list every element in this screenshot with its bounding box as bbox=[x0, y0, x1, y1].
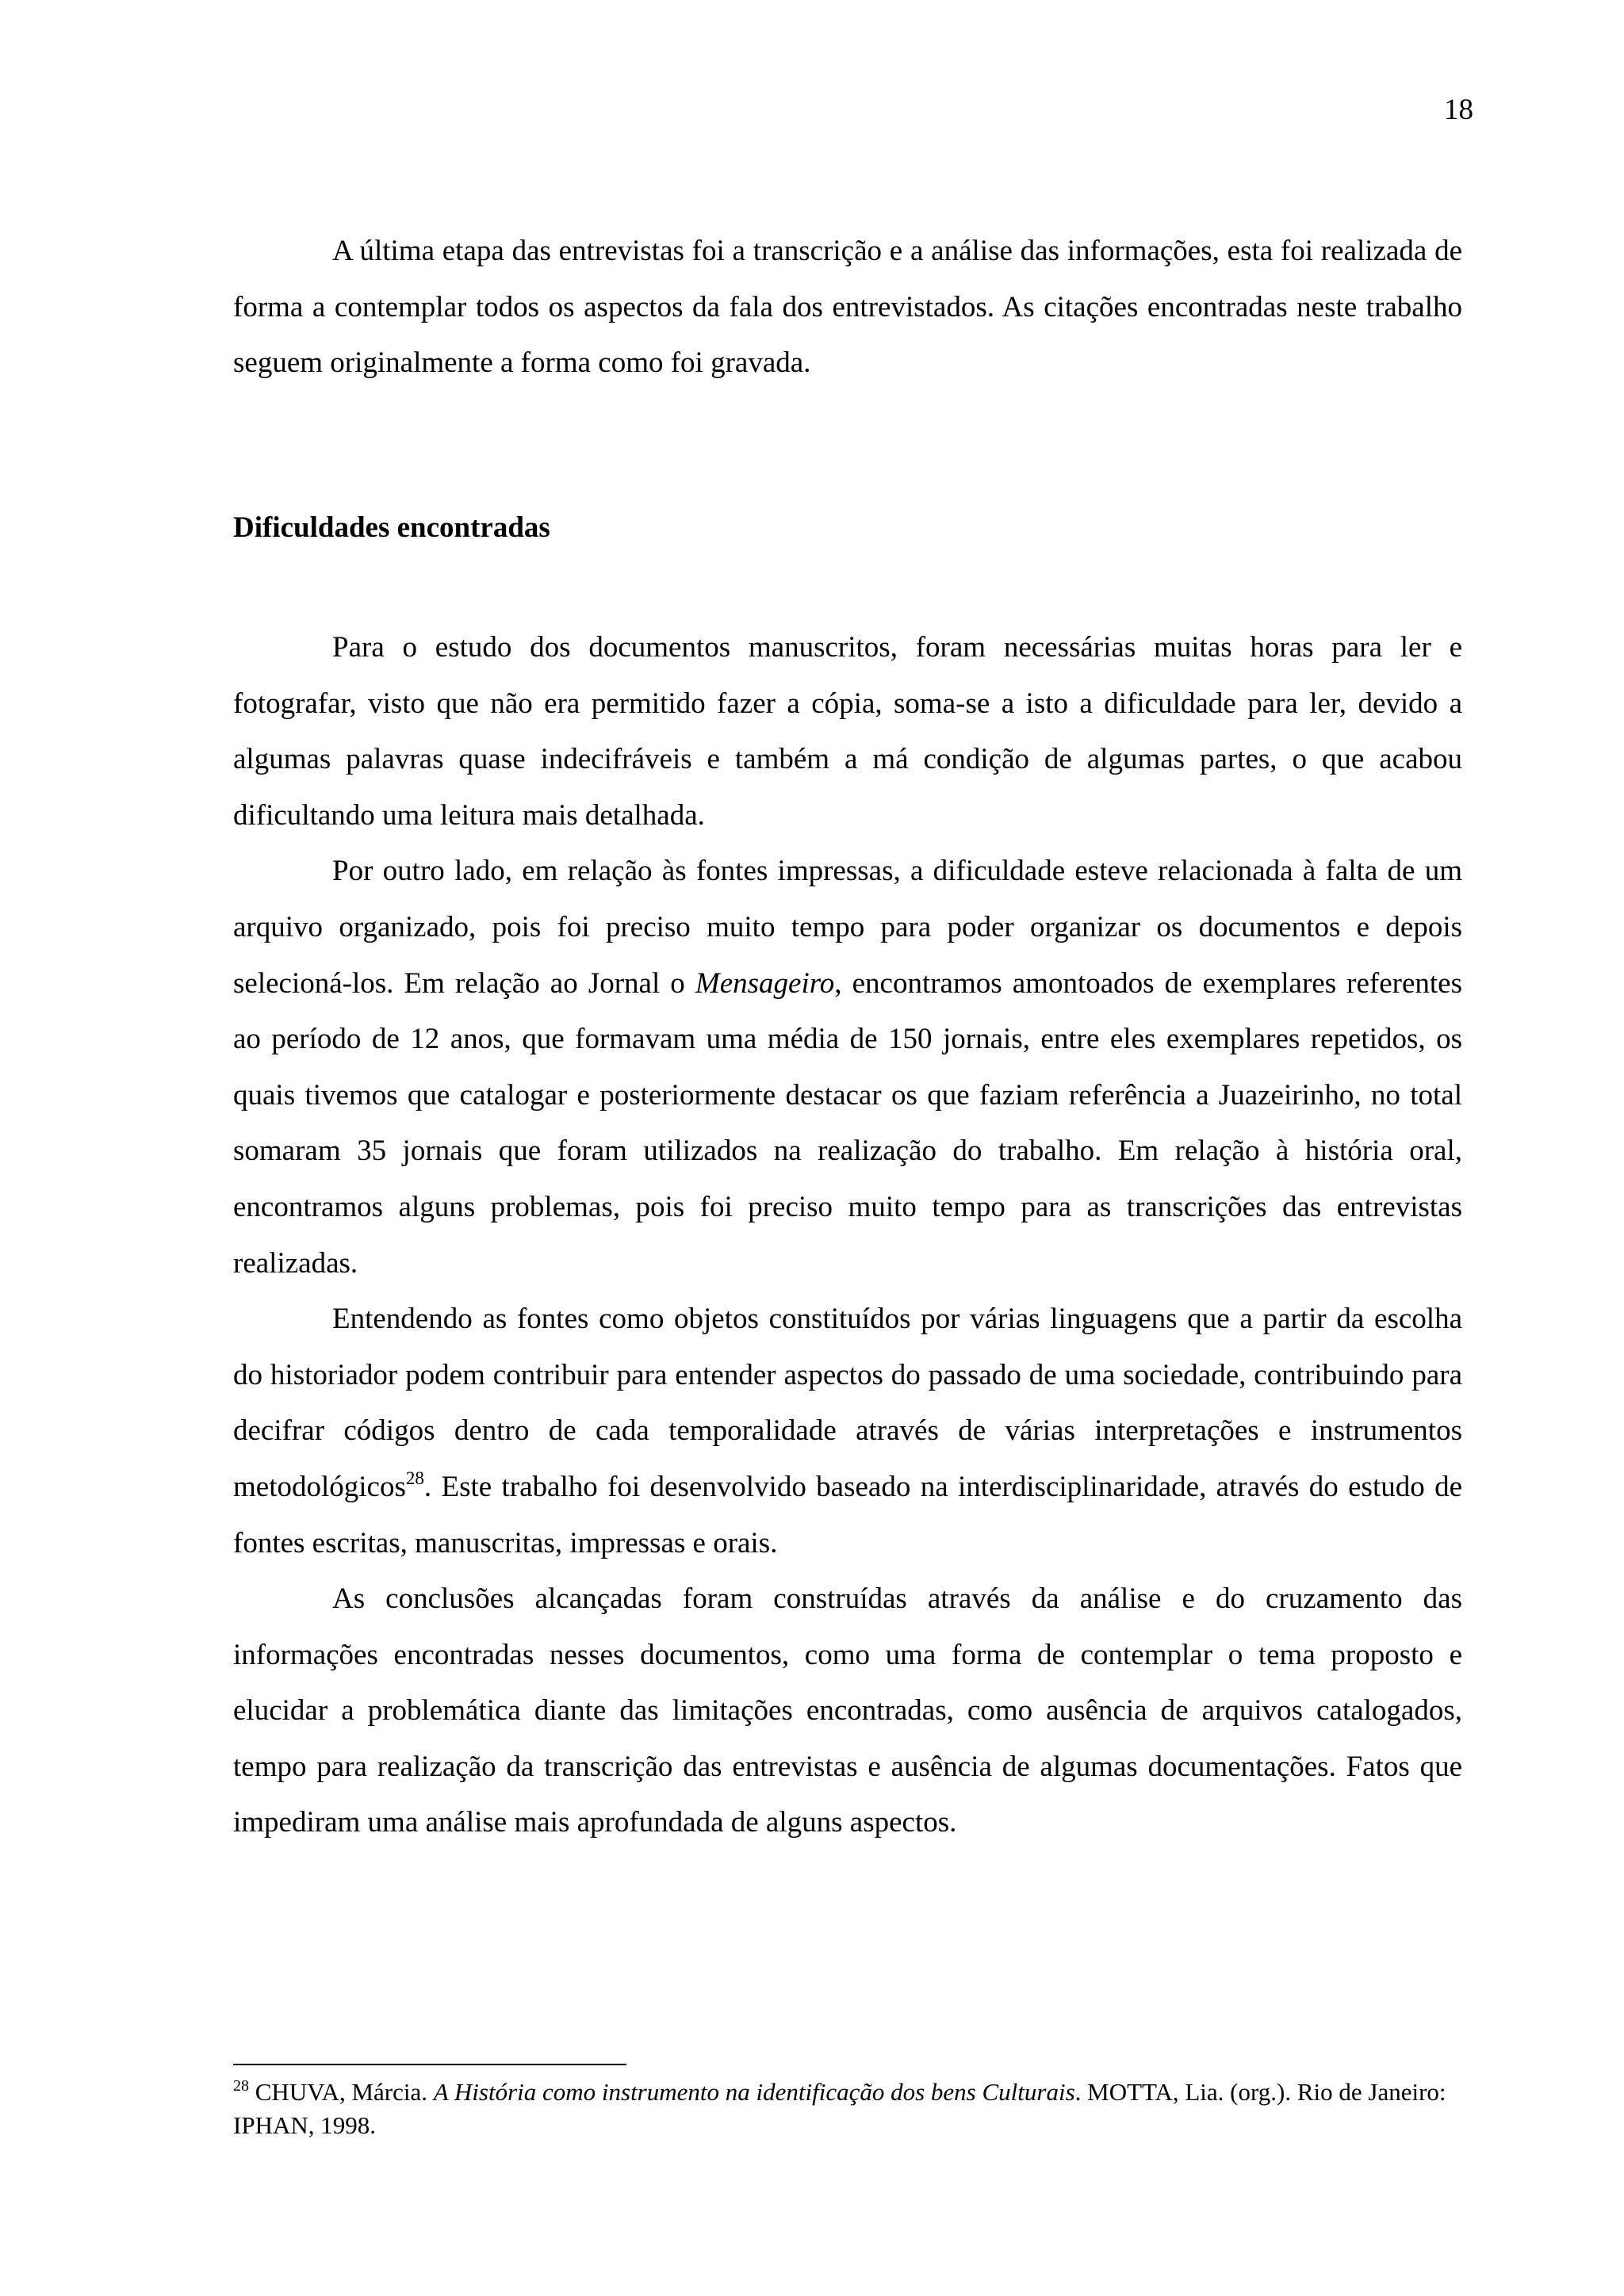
paragraph-manuscripts: Para o estudo dos documentos manuscritos, foram necessárias muitas horas para ler e fotografar, visto que não era permitido fazer a cópia, soma-se a isto a dificuldade para ler, devido a algumas palavras quase indecifráveis e também a má condição de algumas partes, o que acabou dificultando uma leitura mais detalhada. bbox=[233, 631, 1462, 832]
footnote-publication: . MOTTA, Lia. (org.). Rio de Janeiro: IPHAN, 1998. bbox=[233, 2078, 1446, 2139]
body-text-difficulties bbox=[233, 620, 1462, 1851]
paragraph-printed-sources-start: Por outro lado, em relação às fontes impressas, a dificuldade esteve relacionada à falta de um arquivo organizado, pois foi preciso muito tempo para poder organizar os documentos e depois selecioná-los. Em relação ao Jornal o bbox=[233, 855, 1462, 1000]
paragraph-sources-end: . Este trabalho foi desenvolvido baseado na interdisciplinaridade, através do estudo de fontes escritas, manuscritas, impressas e orais. bbox=[233, 1470, 1462, 1559]
section-heading: Dificuldades encontradas bbox=[233, 511, 550, 544]
paragraph-sources-as-objects bbox=[233, 1292, 1462, 1571]
footnote-author: CHUVA, Márcia. bbox=[249, 2078, 434, 2106]
footnote-reference[interactable]: 28 bbox=[405, 1468, 424, 1488]
paragraph-printed-sources-end: , encontramos amontoados de exemplares referentes ao período de 12 anos, que formavam uma média de 150 jornais, entre eles exemplares repetidos, os quais tivemos que catalogar e posteriormente destacar os que faziam referência a Juazeirinho, no total somaram 35 jornais que foram utilizados na realização do trabalho. Em relação à história oral, encontramos alguns problemas, pois foi preciso muito tempo para as transcrições das entrevistas realizadas. bbox=[233, 966, 1463, 1280]
newspaper-title: Mensageiro bbox=[695, 966, 835, 1000]
footnote-divider bbox=[233, 2064, 626, 2065]
paragraph-conclusions: As conclusões alcançadas foram construídas através da análise e do cruzamento das informações encontradas nesses documentos, como uma forma de contemplar o tema proposto e elucidar a problemática diante das limitações encontradas, como ausência de arquivos catalogados, tempo para realização da transcrição das entrevistas e ausência de algumas documentações. Fatos que impediram uma análise mais aprofundada de alguns aspectos. bbox=[233, 1582, 1462, 1839]
footnote-title: A História como instrumento na identificação dos bens Culturais bbox=[433, 2078, 1075, 2106]
body-text-intro bbox=[233, 224, 1462, 392]
footnote-number: 28 bbox=[233, 2077, 249, 2095]
footnote bbox=[233, 2076, 1462, 2142]
paragraph-sources-start: Entendendo as fontes como objetos constituídos por várias linguagens que a partir da escolha do historiador podem contribuir para entender aspectos do passado de uma sociedade, contribuindo para decifrar códigos dentro de cada temporalidade através de várias interpretações e instrumentos metodológicos bbox=[233, 1303, 1462, 1503]
paragraph-printed-sources bbox=[233, 844, 1462, 1292]
page-number: 18 bbox=[1444, 94, 1473, 126]
paragraph-transcription: A última etapa das entrevistas foi a transcrição e a análise das informações, esta foi realizada de forma a contemplar todos os aspectos da fala dos entrevistados. As citações encontradas neste trabalho seguem originalmente a forma como foi gravada. bbox=[233, 235, 1462, 380]
